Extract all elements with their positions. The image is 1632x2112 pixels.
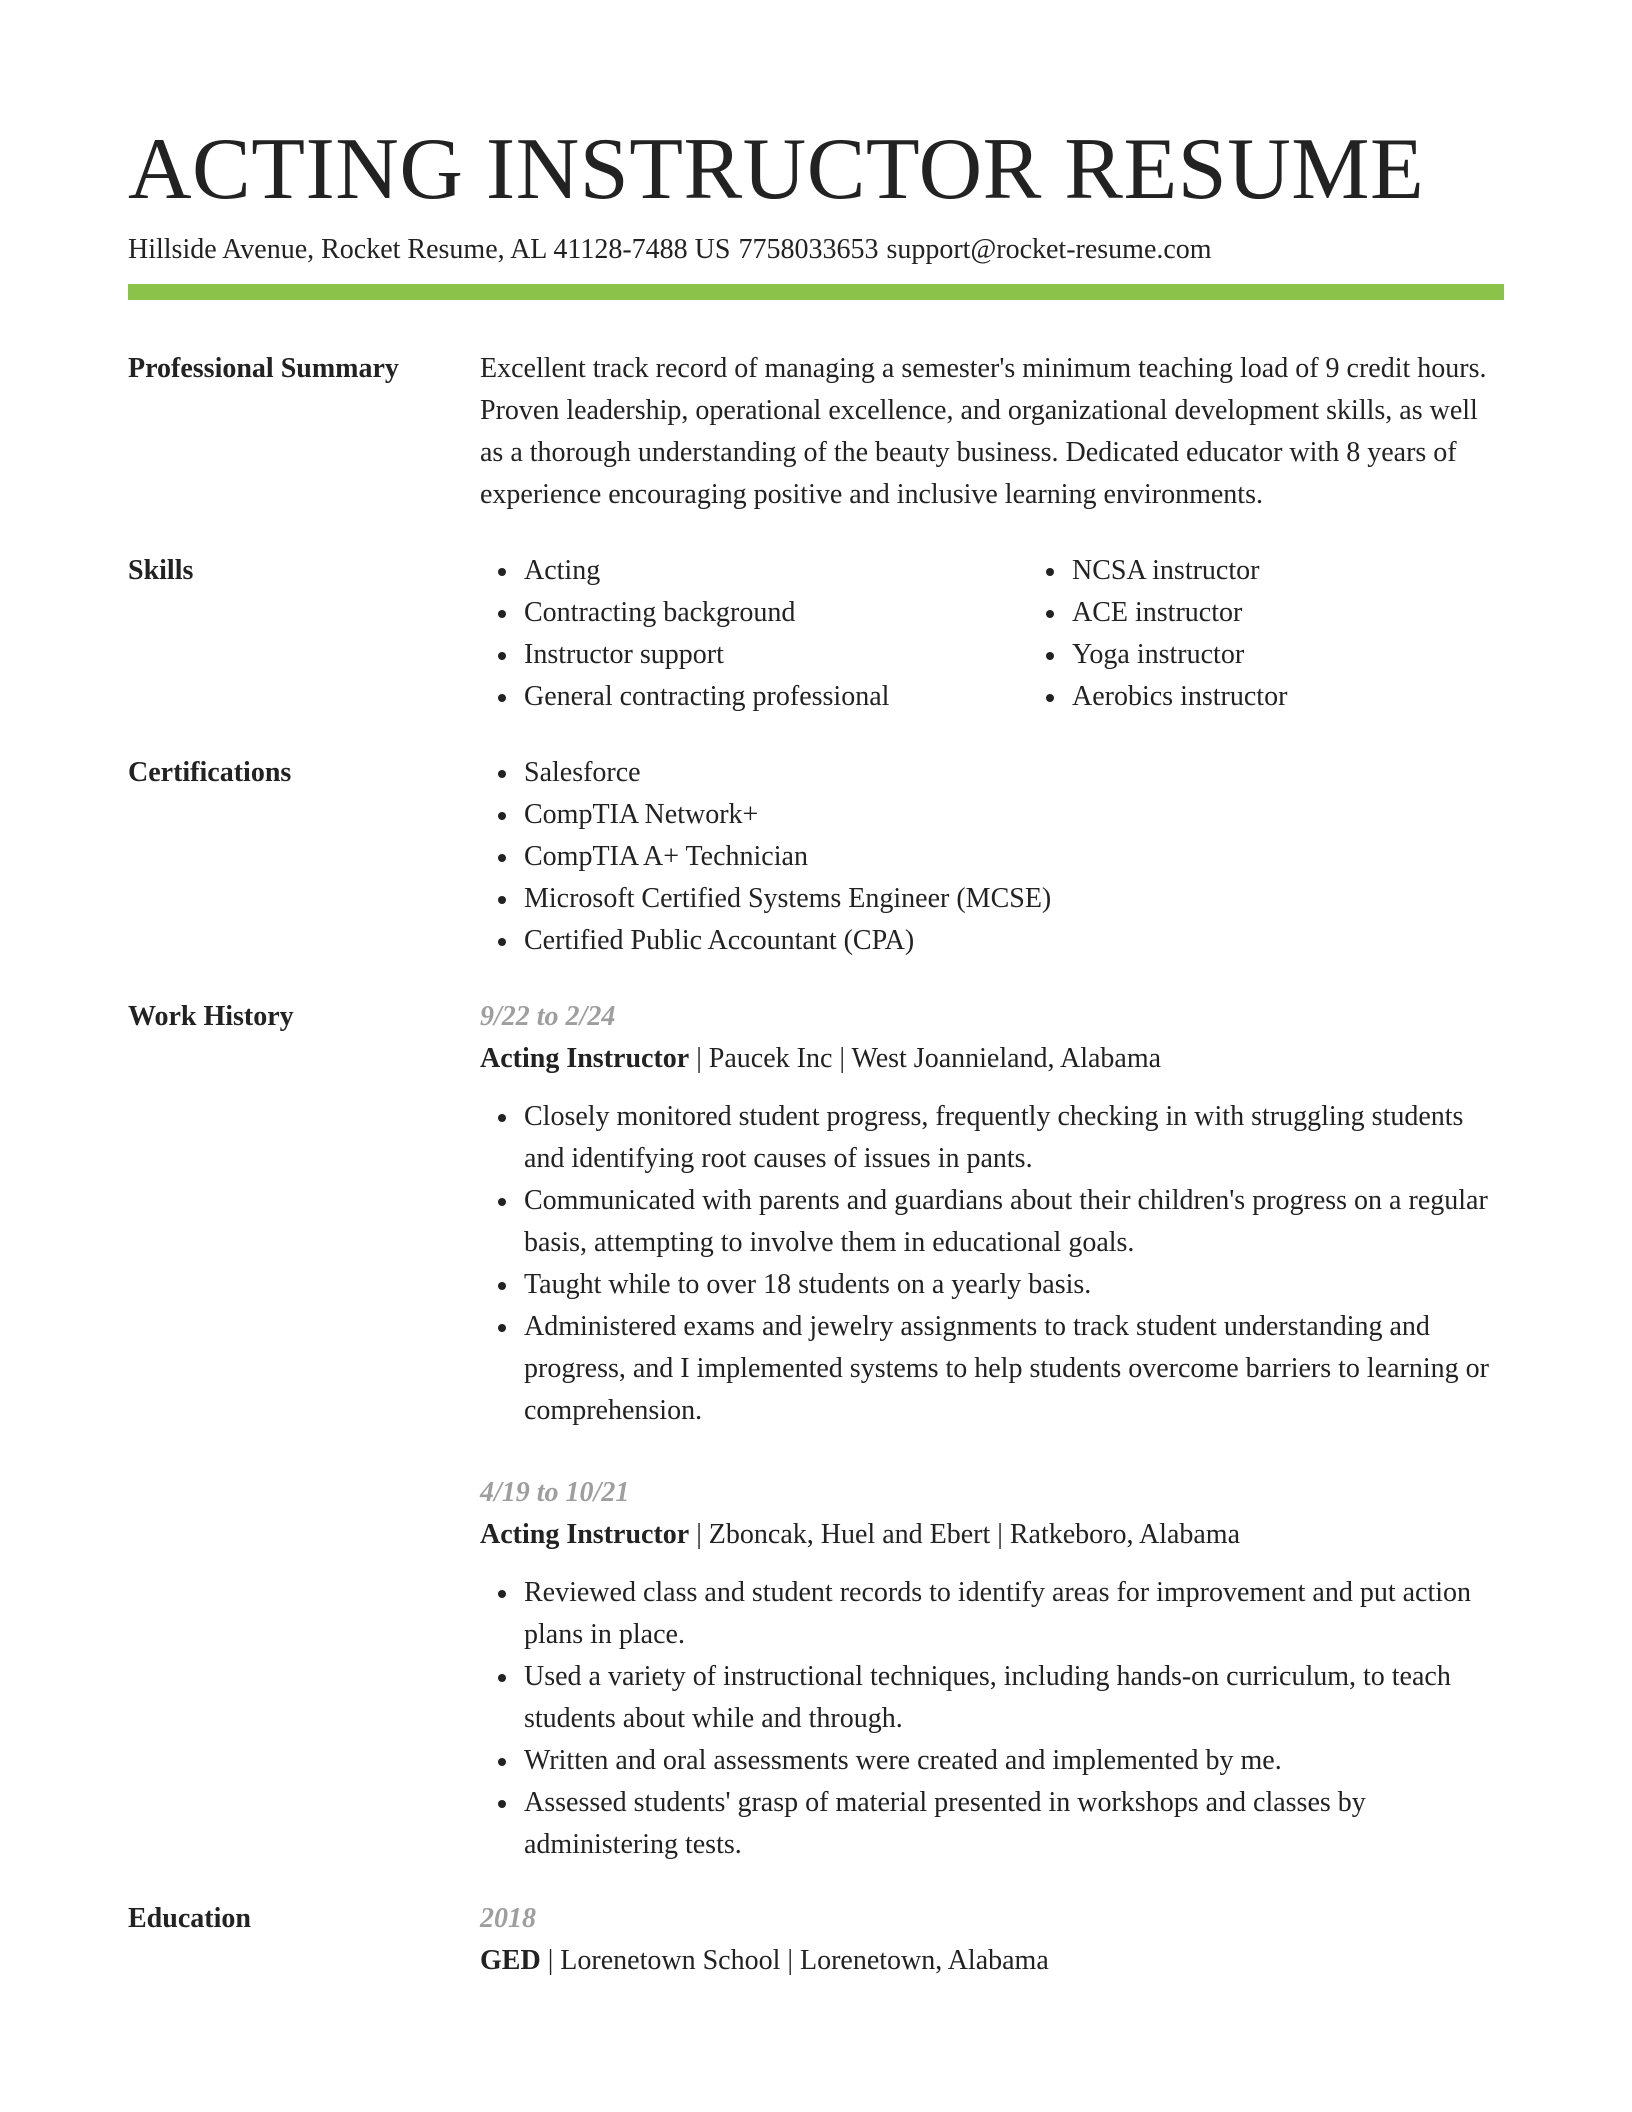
job-entry	[480, 1472, 1504, 1866]
certification-item: Microsoft Certified Systems Engineer (MCSE)	[524, 878, 1504, 920]
education-degree: GED	[480, 1945, 541, 1976]
skills-grid	[480, 550, 1576, 718]
job-heading	[480, 1514, 1504, 1556]
resume-page	[128, 118, 1504, 1982]
skill-item: ACE instructor	[1072, 592, 1576, 634]
section-work-history	[128, 996, 1504, 1866]
job-bullet: Written and oral assessments were created and implemented by me.	[524, 1740, 1504, 1782]
skill-item: Contracting background	[524, 592, 1028, 634]
job-bullet: Assessed students' grasp of material presented in workshops and classes by administering tests.	[524, 1782, 1504, 1866]
job-heading	[480, 1038, 1504, 1080]
skill-item: Aerobics instructor	[1072, 676, 1576, 718]
job-bullet: Reviewed class and student records to identify areas for improvement and put action plans in place.	[524, 1572, 1504, 1656]
summary-text: Excellent track record of managing a semester's minimum teaching load of 9 credit hours. Proven leadership, operational excellence, and organizational development skills, as well as a thorough understanding of the beauty business. Dedicated educator with 8 years of experience encouraging positive and inclusive learning environments.	[480, 353, 1487, 510]
job-bullet: Communicated with parents and guardians about their children's progress on a regular basis, attempting to involve them in educational goals.	[524, 1180, 1504, 1264]
section-skills	[128, 550, 1504, 718]
section-label-work-history: Work History	[128, 1001, 294, 1032]
job-bullet: Closely monitored student progress, frequently checking in with struggling students and identifying root causes of issues in pants.	[524, 1096, 1504, 1180]
certification-item: CompTIA Network+	[524, 794, 1504, 836]
job-dates: 4/19 to 10/21	[480, 1477, 630, 1508]
skill-item: Instructor support	[524, 634, 1028, 676]
section-certifications	[128, 752, 1504, 962]
certifications-body	[480, 752, 1504, 962]
job-title: Acting Instructor	[480, 1519, 690, 1550]
skill-item: NCSA instructor	[1072, 550, 1576, 592]
job-bullets	[480, 1572, 1504, 1866]
section-education	[128, 1898, 1504, 1982]
job-dates: 9/22 to 2/24	[480, 1001, 616, 1032]
header-divider	[128, 284, 1504, 300]
job-details: | Paucek Inc | West Joannieland, Alabama	[689, 1043, 1162, 1074]
job-details: | Zboncak, Huel and Ebert | Ratkeboro, Alabama	[689, 1519, 1241, 1550]
certification-item: Salesforce	[524, 752, 1504, 794]
section-summary	[128, 348, 1504, 516]
contact-phone: 7758033653	[738, 234, 879, 265]
education-year: 2018	[480, 1903, 536, 1934]
skills-column-1	[480, 550, 1028, 718]
resume-title: ACTING INSTRUCTOR RESUME	[128, 121, 1425, 218]
work-history-body	[480, 996, 1504, 1866]
contact-email: support@rocket-resume.com	[886, 234, 1212, 265]
job-bullets	[480, 1096, 1504, 1432]
skill-item: General contracting professional	[524, 676, 1028, 718]
certification-item: Certified Public Accountant (CPA)	[524, 920, 1504, 962]
job-entry	[480, 996, 1504, 1432]
contact-line	[128, 232, 1504, 268]
job-bullet: Taught while to over 18 students on a yearly basis.	[524, 1264, 1504, 1306]
education-body	[480, 1898, 1504, 1982]
job-title: Acting Instructor	[480, 1043, 690, 1074]
contact-address: Hillside Avenue, Rocket Resume, AL 41128-7488 US	[128, 234, 731, 265]
skill-item: Acting	[524, 550, 1028, 592]
section-label-certifications: Certifications	[128, 757, 292, 788]
education-heading	[480, 1940, 1504, 1982]
certification-item: CompTIA A+ Technician	[524, 836, 1504, 878]
skill-item: Yoga instructor	[1072, 634, 1576, 676]
education-details: | Lorenetown School | Lorenetown, Alabama	[540, 1945, 1049, 1976]
job-bullet: Used a variety of instructional techniques, including hands-on curriculum, to teach students about while and through.	[524, 1656, 1504, 1740]
section-label-skills: Skills	[128, 555, 194, 586]
certifications-list	[480, 752, 1504, 962]
section-label-education: Education	[128, 1903, 251, 1934]
skills-column-2	[1028, 550, 1576, 718]
section-label-summary: Professional Summary	[128, 353, 399, 384]
job-bullet: Administered exams and jewelry assignments to track student understanding and progress, and I implemented systems to help students overcome barriers to learning or comprehension.	[524, 1306, 1504, 1432]
